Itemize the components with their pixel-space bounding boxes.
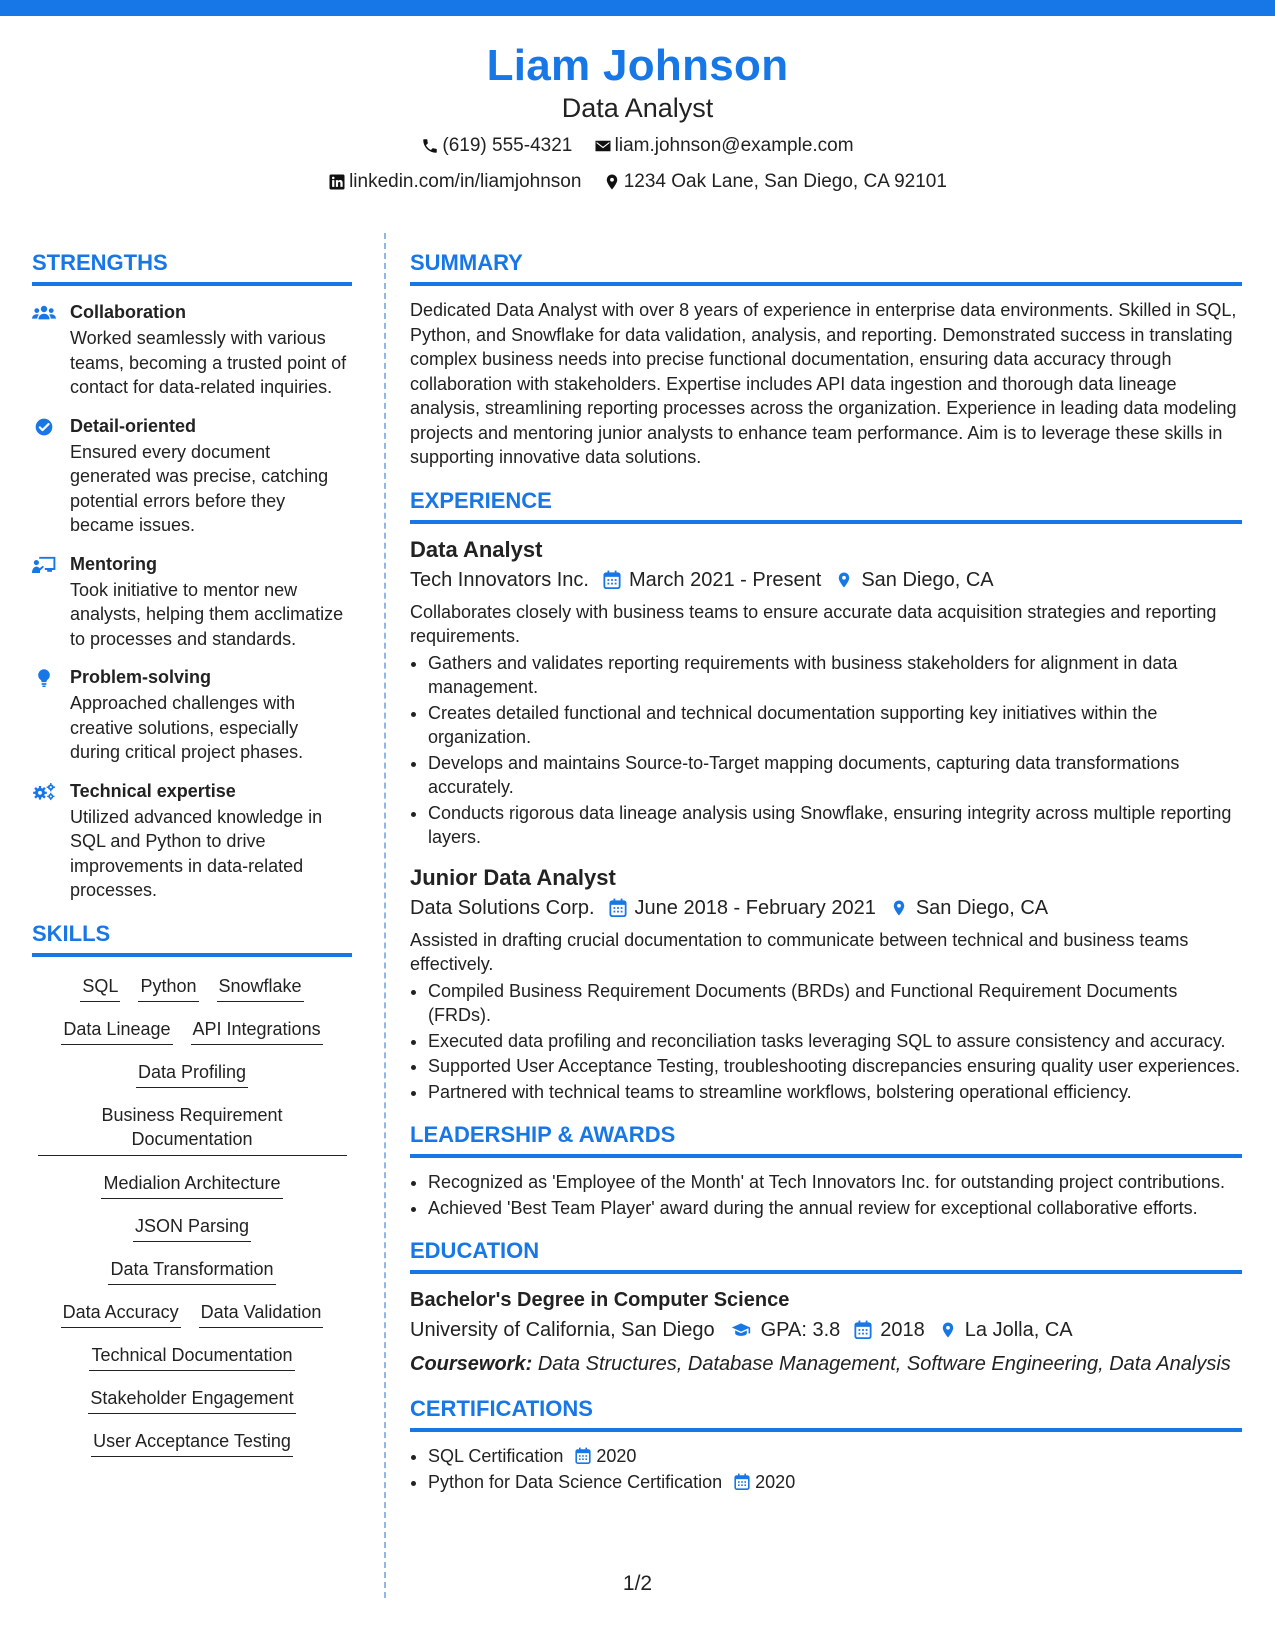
certification-name: • SQL Certification	[428, 1446, 564, 1466]
education-title: EDUCATION	[410, 1238, 1242, 1274]
certification-item	[428, 1444, 1242, 1469]
job-bullets	[410, 651, 1242, 850]
users-icon	[32, 300, 70, 400]
check-circle-icon	[32, 414, 70, 538]
skill-tag: API Integrations	[191, 1014, 323, 1045]
education-gpa	[729, 1316, 841, 1344]
calendar-icon	[854, 1320, 872, 1340]
job-description: Collaborates closely with business teams to ensure accurate data acquisition strategies and reporting requirements.	[410, 601, 1217, 646]
skill-tag: Technical Documentation	[89, 1340, 294, 1371]
job-company: Tech Innovators Inc.	[410, 568, 589, 591]
top-accent-bar	[0, 0, 1275, 16]
graduation-cap-icon	[729, 1320, 753, 1340]
skill-tag: JSON Parsing	[133, 1211, 251, 1242]
coursework-label: Coursework:	[410, 1353, 533, 1375]
map-pin-icon	[603, 173, 621, 191]
calendar-icon	[575, 1447, 591, 1465]
email-text: liam.johnson@example.com	[614, 135, 854, 156]
strength-desc: Ensured every document generated was precise, catching potential errors before they became issues.	[70, 441, 329, 535]
skill-row	[32, 1426, 352, 1457]
strength-title: Detail-oriented	[70, 415, 197, 436]
phone-text: (619) 555-4321	[442, 135, 573, 156]
calendar-icon	[603, 570, 621, 590]
strength-item	[32, 300, 352, 400]
teacher-icon	[32, 552, 70, 652]
skill-row	[32, 1100, 352, 1156]
certification-year: 2020	[755, 1471, 796, 1492]
education-degree: Bachelor's Degree in Computer Science	[410, 1289, 790, 1311]
map-pin-icon	[939, 1320, 957, 1340]
job-bullets	[410, 979, 1242, 1105]
certification-name: • Python for Data Science Certification	[428, 1471, 723, 1492]
strength-item	[32, 552, 352, 652]
resume-header	[0, 38, 1275, 198]
skill-tag: Data Lineage	[61, 1014, 172, 1045]
job-bullet: • Conducts rigorous data lineage analysis using Snowflake, ensuring integrity across multiple reporting layers.	[428, 801, 1242, 850]
summary-title: SUMMARY	[410, 250, 1242, 286]
education-year	[854, 1316, 925, 1344]
skill-tag: Data Accuracy	[61, 1297, 181, 1328]
job-location	[835, 566, 993, 594]
certifications-section	[410, 1396, 1242, 1494]
coursework-text: Data Structures, Database Management, Software Engineering, Data Analysis	[537, 1353, 1231, 1375]
job-location-text: San Diego, CA	[915, 896, 1049, 919]
skill-row	[32, 1057, 352, 1088]
education-school: University of California, San Diego	[410, 1319, 715, 1341]
strengths-title: STRENGTHS	[32, 250, 352, 286]
linkedin-icon	[328, 173, 346, 191]
skill-tag: Medialion Architecture	[101, 1168, 282, 1199]
strengths-list	[32, 300, 352, 903]
skill-tag: Business Requirement Documentation	[38, 1100, 347, 1156]
strength-item	[32, 779, 352, 903]
strength-title: Collaboration	[70, 302, 186, 322]
leadership-title: LEADERSHIP & AWARDS	[410, 1122, 1242, 1158]
map-pin-icon	[890, 898, 908, 918]
job-dates-text: March 2021 - Present	[628, 568, 822, 591]
education-section	[410, 1238, 1242, 1378]
strength-desc: Approached challenges with creative solutions, especially during critical project phases.	[70, 693, 304, 762]
job-bullet: • Partnered with technical teams to streamline workflows, bolstering operational efficiency.	[428, 1080, 1242, 1105]
linkedin-text: linkedin.com/in/liamjohnson	[349, 171, 582, 192]
skills-list	[32, 971, 352, 1457]
jobs-list	[410, 536, 1242, 1105]
award-bullet: • Achieved 'Best Team Player' award during the annual review for exceptional collaborative efforts.	[428, 1196, 1242, 1221]
skill-tag: Python	[138, 971, 198, 1002]
map-pin-icon	[835, 570, 853, 590]
coursework	[410, 1350, 1242, 1378]
leadership-section	[410, 1122, 1242, 1220]
certifications-list	[410, 1444, 1242, 1494]
job-title: Data Analyst	[410, 536, 543, 562]
certification-year: 2020	[596, 1446, 637, 1466]
address-text: 1234 Oak Lane, San Diego, CA 92101	[623, 171, 947, 192]
certification-item	[428, 1470, 1242, 1495]
calendar-icon	[609, 898, 627, 918]
phone-contact[interactable]	[421, 134, 572, 158]
job-bullet: • Supported User Acceptance Testing, troubleshooting discrepancies ensuring quality user experiences.	[428, 1054, 1242, 1079]
skill-row	[32, 1297, 352, 1328]
candidate-name: Liam Johnson	[486, 41, 789, 90]
strength-title: Problem-solving	[70, 667, 212, 687]
strength-item	[32, 665, 352, 765]
job-dates	[603, 566, 821, 594]
strength-desc: Utilized advanced knowledge in SQL and Python to drive improvements in data-related processes.	[70, 806, 323, 900]
education-meta	[410, 1316, 1242, 1344]
envelope-icon	[594, 137, 612, 155]
address-contact	[603, 170, 947, 194]
skill-row	[32, 1014, 352, 1045]
skill-row	[32, 1211, 352, 1242]
job-company: Data Solutions Corp.	[410, 896, 595, 919]
strength-title: Mentoring	[70, 553, 157, 574]
contact-line-1	[0, 134, 1275, 162]
job-entry	[410, 536, 1242, 850]
strength-item	[32, 414, 352, 538]
leadership-list	[410, 1170, 1242, 1220]
skill-tag: Stakeholder Engagement	[88, 1383, 295, 1414]
education-year-text: 2018	[880, 1319, 925, 1341]
skill-row	[32, 1383, 352, 1414]
summary-section	[410, 250, 1242, 470]
contact-line-2	[0, 170, 1275, 198]
page-number: 1/2	[622, 1572, 653, 1595]
job-entry	[410, 864, 1242, 1105]
job-bullet: • Creates detailed functional and technical documentation supporting key initiatives within the organization.	[428, 701, 1242, 750]
job-bullet: • Develops and maintains Source-to-Target mapping documents, capturing data transformations accurately.	[428, 751, 1242, 800]
strength-desc: Worked seamlessly with various teams, becoming a trusted point of contact for data-related inquiries.	[70, 328, 347, 397]
skill-tag: Data Profiling	[136, 1057, 248, 1088]
candidate-role: Data Analyst	[561, 93, 714, 123]
job-location	[890, 894, 1048, 922]
job-dates	[609, 894, 876, 922]
strength-title: Technical expertise	[70, 780, 236, 801]
skill-row	[32, 1340, 352, 1371]
linkedin-contact[interactable]	[328, 170, 581, 194]
job-description: Assisted in drafting crucial documentation to communicate between technical and business teams effectively.	[410, 929, 1189, 974]
job-meta	[410, 894, 1242, 922]
gears-icon	[32, 779, 70, 903]
experience-title: EXPERIENCE	[410, 488, 1242, 524]
skill-row	[32, 971, 352, 1002]
calendar-icon	[734, 1473, 750, 1491]
education-gpa-text: GPA: 3.8	[760, 1319, 841, 1341]
job-dates-text: June 2018 - February 2021	[634, 896, 876, 919]
column-divider	[384, 233, 386, 1598]
job-title: Junior Data Analyst	[410, 864, 616, 890]
skill-row	[32, 1168, 352, 1199]
job-location-text: San Diego, CA	[861, 568, 994, 591]
skill-tag: Snowflake	[217, 971, 304, 1002]
summary-text: Dedicated Data Analyst with over 8 years of experience in enterprise data environments. Skilled in SQL, Python, and Snowflake for data validation, analysis, and reporting. Demonstrated success in translating complex business needs into precise functional documentation, ensuring data accuracy through collaboration with stakeholders. Expertise includes API data ingestion and thorough data lineage analysis, streamlining reporting processes across the organization. Experience in leading data modeling projects and mentoring junior analysts to enhance team performance. Aim is to leverage these skills in supporting innovative data solutions.	[410, 300, 1237, 467]
job-bullet: • Executed data profiling and reconciliation tasks leveraging SQL to assure consistency and accuracy.	[428, 1029, 1242, 1054]
job-bullet: • Gathers and validates reporting requirements with business stakeholders for alignment in data management.	[428, 651, 1242, 700]
left-column	[32, 250, 352, 1469]
strength-desc: Took initiative to mentor new analysts, helping them acclimatize to processes and standards.	[70, 579, 344, 649]
job-bullet: • Compiled Business Requirement Documents (BRDs) and Functional Requirement Documents (FRDs).	[428, 979, 1242, 1028]
job-meta	[410, 566, 1242, 594]
email-contact[interactable]	[594, 134, 854, 158]
lightbulb-icon	[32, 665, 70, 765]
skill-tag: SQL	[80, 971, 120, 1002]
skill-row	[32, 1254, 352, 1285]
certifications-title: CERTIFICATIONS	[410, 1396, 1242, 1432]
skill-tag: Data Validation	[199, 1297, 324, 1328]
award-bullet: • Recognized as 'Employee of the Month' at Tech Innovators Inc. for outstanding project contributions.	[428, 1170, 1242, 1195]
skill-tag: Data Transformation	[108, 1254, 275, 1285]
skill-tag: User Acceptance Testing	[91, 1426, 293, 1457]
education-location-text: La Jolla, CA	[964, 1319, 1073, 1341]
experience-section	[410, 488, 1242, 1105]
skills-title: SKILLS	[32, 921, 352, 957]
education-location	[939, 1316, 1073, 1344]
right-column	[410, 250, 1242, 1512]
phone-icon	[421, 137, 439, 155]
